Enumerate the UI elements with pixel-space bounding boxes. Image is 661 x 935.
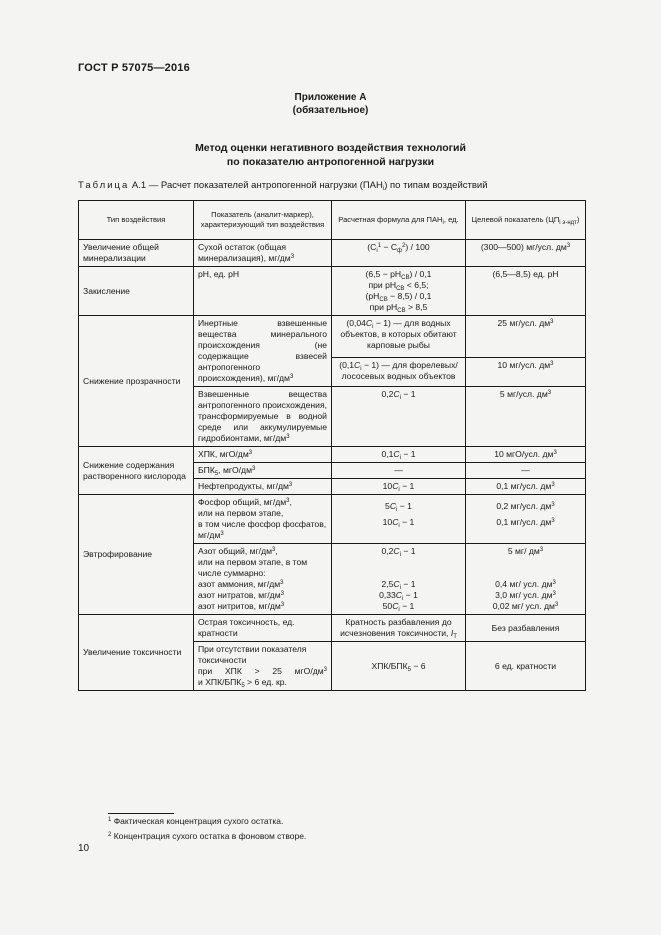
caption-label: Таблица bbox=[78, 180, 130, 191]
indicator-oil-products: Нефтепродукты, $мг/дм^3$ bbox=[194, 479, 332, 495]
formula-bod5: — bbox=[332, 463, 466, 479]
target-oil-products: 0,1 мг/усл. $дм^3$ bbox=[466, 479, 586, 495]
formula-oil-products: $10C_i - 1$ bbox=[332, 479, 466, 495]
table-row bbox=[79, 316, 586, 358]
impact-type-eutrophication: Эвтрофирование bbox=[79, 495, 194, 615]
impact-type-transparency: Снижение прозрачности bbox=[79, 316, 194, 447]
table-row bbox=[79, 447, 586, 463]
table-header-row bbox=[79, 201, 586, 240]
formula-toxicity: Кратность разбавления до исчезновения токсичности, $I_T$ bbox=[332, 615, 466, 642]
target-mineralization: (300—500) мг/усл. $дм^3$ bbox=[466, 240, 586, 267]
table-row bbox=[79, 615, 586, 642]
target-transparency-trout: 10 мг/усл. $дм^3$ bbox=[466, 357, 586, 387]
footnote-1: $^1$ Фактическая концентрация сухого остатка. bbox=[108, 816, 284, 826]
table-caption bbox=[78, 180, 488, 191]
method-title-line1: Метод оценки негативного воздействия технологий bbox=[195, 142, 466, 154]
formula-cod-bod-ratio: ХПК/$БПК_5 - 6$ bbox=[332, 642, 466, 691]
document-code: ГОСТ Р 57075—2016 bbox=[78, 62, 190, 74]
method-title-line2: по показателю антропогенной нагрузки bbox=[226, 156, 435, 168]
target-toxicity: Без разбавления bbox=[466, 615, 586, 642]
footnote-2: $^2$ Концентрация сухого остатка в фоновом створе. bbox=[108, 831, 307, 841]
target-acidification: (6,5—8,5) ед. pH bbox=[466, 267, 586, 316]
impact-type-mineralization: Увеличение общей минерализации bbox=[79, 240, 194, 267]
formula-transparency-anthropogenic: $0,2C_i - 1$ bbox=[332, 387, 466, 447]
formula-acidification: $(6,5 - pH_{СВ}) / 0,1$ при $pH_{СВ} < 6,5$; $(pH_{СВ} - 8,5) / 0,1$ при $pH_{СВ} > 8,5$ bbox=[332, 267, 466, 316]
indicator-phosphorus: Фосфор общий, $мг/дм^3$, или на первом этапе, в том числе фосфор фосфатов, $мг/дм^3$ bbox=[194, 495, 332, 544]
caption-text: — Расчет показателей антропогенной нагрузки $(ПАН_i)$ по типам воздействий bbox=[148, 180, 488, 192]
target-cod: 10 мгО/усл. $дм^3$ bbox=[466, 447, 586, 463]
impact-type-toxicity: Увеличение токсичности bbox=[79, 615, 194, 691]
caption-number: А.1 bbox=[131, 180, 147, 191]
column-header-formula: Расчетная формула для $ПАН_i$, ед. bbox=[332, 201, 466, 240]
target-transparency-carp: 25 мг/усл. $дм^3$ bbox=[466, 316, 586, 358]
formula-mineralization: $(C_i^1 - C_ф^2) / 100$ bbox=[332, 240, 466, 267]
appendix-status: (обязательное) bbox=[292, 105, 369, 116]
indicator-cod: ХПК, мгО/$дм^3$ bbox=[194, 447, 332, 463]
impact-type-oxygen: Снижение содержания растворенного кислорода bbox=[79, 447, 194, 495]
indicator-dry-residue: Сухой остаток (общая минерализация), $мг/дм^3$ bbox=[194, 240, 332, 267]
formula-phosphorus: $5C_i - 1$ $10C_i - 1$ bbox=[332, 495, 466, 544]
indicator-acute-toxicity: Острая токсичность, ед. кратности bbox=[194, 615, 332, 642]
target-nitrogen: 5 мг/ $дм^3$ 0,4 мг/ усл. $дм^3$ 3,0 мг/ усл. $дм^3$ 0,02 мг/ усл. $дм^3$ bbox=[466, 544, 586, 615]
formula-cod: $0,1C_i - 1$ bbox=[332, 447, 466, 463]
column-header-type: Тип воздействия bbox=[79, 201, 194, 240]
indicator-inert-suspended: Инертные взвешенные вещества минерального происхождения (не содержащие взвесей антропогенного происхождения), $мг/дм^3$ bbox=[194, 316, 332, 387]
formula-transparency-carp: $(0,04C_i - 1)$ — для водных объектов, в которых обитают карповые рыбы bbox=[332, 316, 466, 358]
footnote-divider bbox=[108, 813, 174, 814]
target-transparency-anthropogenic: 5 мг/усл. $дм^3$ bbox=[466, 387, 586, 447]
target-bod5: — bbox=[466, 463, 586, 479]
indicators-table bbox=[78, 200, 586, 691]
formula-nitrogen: $0,2C_i - 1$ $2,5C_i - 1$ $0,33C_i - 1$ $50C_i - 1$ bbox=[332, 544, 466, 615]
table-row bbox=[79, 267, 586, 316]
target-cod-bod-ratio: 6 ед. кратности bbox=[466, 642, 586, 691]
indicator-cod-bod-ratio: При отсутствии показателя токсичности при ХПК > 25 мгО/$дм^3$ и ХПК/$БПК_5 > 6$ ед. кр. bbox=[194, 642, 332, 691]
indicator-ph: pH, ед. pH bbox=[194, 267, 332, 316]
column-header-target: Целевой показатель $(ЦП_{i э-ндт})$ bbox=[466, 201, 586, 240]
table-row bbox=[79, 240, 586, 267]
impact-type-acidification: Закисление bbox=[79, 267, 194, 316]
target-phosphorus: 0,2 мг/усл. $дм^3$ 0,1 мг/усл. $дм^3$ bbox=[466, 495, 586, 544]
appendix-title: Приложение А bbox=[294, 92, 367, 103]
indicator-nitrogen: Азот общий, $мг/дм^3$, или на первом этапе, в том числе суммарно: азот аммония, $мг/дм^3$ азот нитратов, $мг/дм^3$ азот нитритов, $мг/дм^3$ bbox=[194, 544, 332, 615]
table-row bbox=[79, 495, 586, 544]
column-header-indicator: Показатель (аналит-маркер), характеризующий тип воздействия bbox=[194, 201, 332, 240]
formula-transparency-trout: $(0,1C_i - 1)$ — для форелевых/лососевых водных объектов bbox=[332, 357, 466, 387]
indicator-bod5: $БПК_5$, мгО/$дм^3$ bbox=[194, 463, 332, 479]
indicator-anthropogenic-suspended: Взвешенные вещества антропогенного происхождения, трансформируемые в водной среде или аккумулируемые гидробионтами, $мг/дм^3$ bbox=[194, 387, 332, 447]
page-number: 10 bbox=[78, 843, 90, 854]
